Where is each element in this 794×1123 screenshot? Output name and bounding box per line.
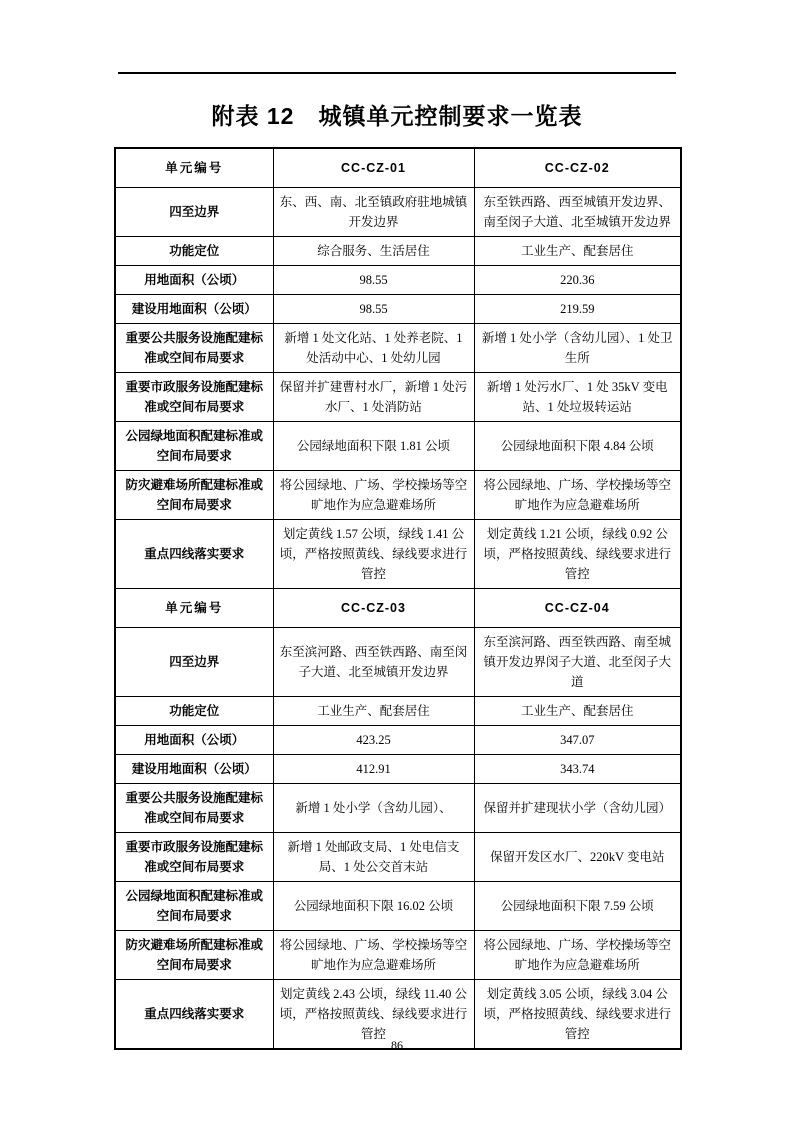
row-label: 四至边界 xyxy=(115,628,273,697)
unit-3-cell: 新增 1 处邮政支局、1 处电信支局、1 处公交首末站 xyxy=(273,833,474,882)
unit-3-cell: 工业生产、配套居住 xyxy=(273,697,474,726)
unit-4-cell: 公园绿地面积下限 7.59 公顷 xyxy=(474,882,681,931)
unit-4-cell: 将公园绿地、广场、学校操场等空旷地作为应急避难场所 xyxy=(474,931,681,980)
unit-2-cell: 划定黄线 1.21 公顷，绿线 0.92 公顷，严格按照黄线、绿线要求进行管控 xyxy=(474,520,681,589)
unit-3-cell: 将公园绿地、广场、学校操场等空旷地作为应急避难场所 xyxy=(273,931,474,980)
table-row-disaster-shelter-section2 xyxy=(115,931,681,980)
unit-1-cell: CC-CZ-01 xyxy=(273,148,474,188)
row-label: 建设用地面积（公顷） xyxy=(115,295,273,324)
table-row-park-green-section1 xyxy=(115,422,681,471)
row-label: 建设用地面积（公顷） xyxy=(115,755,273,784)
table-row-disaster-shelter-section1 xyxy=(115,471,681,520)
table-row-unit-id-section2 xyxy=(115,589,681,628)
row-label: 功能定位 xyxy=(115,697,273,726)
unit-2-cell: 219.59 xyxy=(474,295,681,324)
row-label: 单元编号 xyxy=(115,589,273,628)
row-label: 重点四线落实要求 xyxy=(115,980,273,1050)
unit-3-cell: 新增 1 处小学（含幼儿园）、 xyxy=(273,784,474,833)
unit-4-cell: CC-CZ-04 xyxy=(474,589,681,628)
row-label: 公园绿地面积配建标准或空间布局要求 xyxy=(115,422,273,471)
unit-3-cell: 东至滨河路、西至铁西路、南至闵子大道、北至城镇开发边界 xyxy=(273,628,474,697)
row-label: 防灾避难场所配建标准或空间布局要求 xyxy=(115,471,273,520)
unit-1-cell: 划定黄线 1.57 公顷，绿线 1.41 公顷，严格按照黄线、绿线要求进行管控 xyxy=(273,520,474,589)
unit-1-cell: 98.55 xyxy=(273,295,474,324)
unit-2-cell: 新增 1 处小学（含幼儿园）、1 处卫生所 xyxy=(474,324,681,373)
unit-1-cell: 东、西、南、北至镇政府驻地城镇开发边界 xyxy=(273,188,474,237)
unit-4-cell: 划定黄线 3.05 公顷，绿线 3.04 公顷，严格按照黄线、绿线要求进行管控 xyxy=(474,980,681,1050)
row-label: 用地面积（公顷） xyxy=(115,266,273,295)
unit-1-cell: 保留并扩建曹村水厂，新增 1 处污水厂、1 处消防站 xyxy=(273,373,474,422)
row-label: 四至边界 xyxy=(115,188,273,237)
table-row-function-section1 xyxy=(115,237,681,266)
unit-3-cell: 划定黄线 2.43 公顷，绿线 11.40 公顷，严格按照黄线、绿线要求进行管控 xyxy=(273,980,474,1050)
row-label: 用地面积（公顷） xyxy=(115,726,273,755)
unit-1-cell: 综合服务、生活居住 xyxy=(273,237,474,266)
header-rule xyxy=(118,72,676,74)
unit-3-cell: 公园绿地面积下限 16.02 公顷 xyxy=(273,882,474,931)
row-label: 单元编号 xyxy=(115,148,273,188)
unit-4-cell: 保留开发区水厂、220kV 变电站 xyxy=(474,833,681,882)
unit-2-cell: 工业生产、配套居住 xyxy=(474,237,681,266)
unit-2-cell: 220.36 xyxy=(474,266,681,295)
unit-2-cell: CC-CZ-02 xyxy=(474,148,681,188)
table-row-construction-area-section1 xyxy=(115,295,681,324)
table-row-boundary-section2 xyxy=(115,628,681,697)
unit-4-cell: 工业生产、配套居住 xyxy=(474,697,681,726)
page-number: 86 xyxy=(391,1038,403,1052)
row-label: 重要市政服务设施配建标准或空间布局要求 xyxy=(115,373,273,422)
table-row-land-area-section2 xyxy=(115,726,681,755)
table-row-public-service-section1 xyxy=(115,324,681,373)
table-row-four-lines-section1 xyxy=(115,520,681,589)
unit-3-cell: CC-CZ-03 xyxy=(273,589,474,628)
table-row-boundary-section1 xyxy=(115,188,681,237)
table-row-municipal-service-section1 xyxy=(115,373,681,422)
unit-1-cell: 公园绿地面积下限 1.81 公顷 xyxy=(273,422,474,471)
row-label: 防灾避难场所配建标准或空间布局要求 xyxy=(115,931,273,980)
table-row-unit-id-section1 xyxy=(115,148,681,188)
row-label: 重要公共服务设施配建标准或空间布局要求 xyxy=(115,324,273,373)
table-row-park-green-section2 xyxy=(115,882,681,931)
unit-3-cell: 423.25 xyxy=(273,726,474,755)
page-title: 附表 12 城镇单元控制要求一览表 xyxy=(211,103,583,129)
unit-4-cell: 343.74 xyxy=(474,755,681,784)
table-row-municipal-service-section2 xyxy=(115,833,681,882)
row-label: 重要公共服务设施配建标准或空间布局要求 xyxy=(115,784,273,833)
unit-4-cell: 347.07 xyxy=(474,726,681,755)
unit-control-table xyxy=(114,147,682,1050)
row-label: 公园绿地面积配建标准或空间布局要求 xyxy=(115,882,273,931)
row-label: 重点四线落实要求 xyxy=(115,520,273,589)
unit-2-cell: 将公园绿地、广场、学校操场等空旷地作为应急避难场所 xyxy=(474,471,681,520)
unit-1-cell: 将公园绿地、广场、学校操场等空旷地作为应急避难场所 xyxy=(273,471,474,520)
unit-2-cell: 东至铁西路、西至城镇开发边界、南至闵子大道、北至城镇开发边界 xyxy=(474,188,681,237)
table-row-land-area-section1 xyxy=(115,266,681,295)
unit-1-cell: 新增 1 处文化站、1 处养老院、1 处活动中心、1 处幼儿园 xyxy=(273,324,474,373)
table-row-construction-area-section2 xyxy=(115,755,681,784)
unit-4-cell: 保留并扩建现状小学（含幼儿园） xyxy=(474,784,681,833)
table-row-public-service-section2 xyxy=(115,784,681,833)
unit-1-cell: 98.55 xyxy=(273,266,474,295)
unit-2-cell: 公园绿地面积下限 4.84 公顷 xyxy=(474,422,681,471)
unit-3-cell: 412.91 xyxy=(273,755,474,784)
row-label: 重要市政服务设施配建标准或空间布局要求 xyxy=(115,833,273,882)
unit-4-cell: 东至滨河路、西至铁西路、南至城镇开发边界闵子大道、北至闵子大道 xyxy=(474,628,681,697)
unit-2-cell: 新增 1 处污水厂、1 处 35kV 变电站、1 处垃圾转运站 xyxy=(474,373,681,422)
row-label: 功能定位 xyxy=(115,237,273,266)
table-row-function-section2 xyxy=(115,697,681,726)
